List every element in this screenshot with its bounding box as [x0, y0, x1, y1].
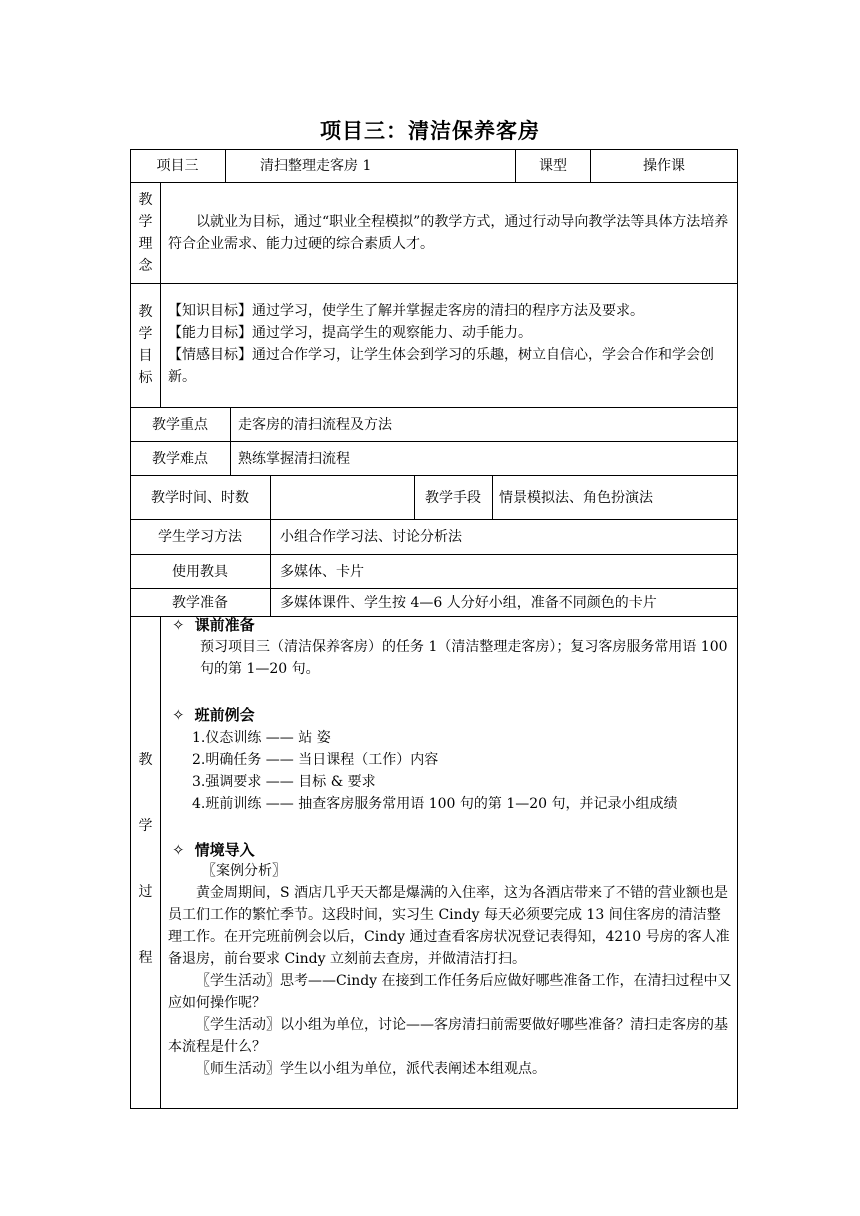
teaching-time-label: 教学时间、时数 [151, 489, 249, 506]
ability-objective: 【能力目标】通过学习，提高学生的观察能力、动手能力。 [168, 325, 532, 341]
meeting-heading: ✧ 班前例会 [172, 706, 255, 724]
pre-class-heading: ✧ 课前准备 [172, 616, 255, 634]
philosophy-label: 教 学 理 念 [138, 192, 153, 274]
meeting-item: 1.仪态训练 —— 站 姿 [192, 730, 331, 746]
course-type-value: 操作课 [643, 158, 685, 174]
student-activity-2: 〖学生活动〗以小组为单位，讨论——客房清扫前需要做好哪些准备？清扫走客房的基本流程是什么？ [168, 1017, 728, 1055]
philosophy-text: 以就业为目标，通过“职业全程模拟”的教学方式，通过行动导向教学法等具体方法培养符合企业需求、能力过硬的综合素质人才。 [168, 214, 729, 252]
project-name: 清扫整理走客房 1 [260, 158, 372, 174]
study-method-label: 学生学习方法 [158, 529, 242, 545]
emotion-objective: 【情感目标】通过合作学习，让学生体会到学习的乐趣，树立自信心，学会合作和学会创新。 [168, 347, 714, 385]
teaching-means-label: 教学手段 [425, 489, 481, 506]
pre-class-text: 预习项目三（清洁保养客房）的任务 1（清洁整理走客房）；复习客房服务常用语 100 句的第 1—20 句。 [200, 639, 728, 677]
case-text: 黄金周期间，S 酒店几乎天天都是爆满的入住率，这为各酒店带来了不错的营业额也是员工们工作的繁忙季节。这段时间，实习生 Cindy 每天必须要完成 13 间住客房的清洁整理工作。在开完班前例会以后，Cindy 通过查看客房状况登记表得知，4210 号房的客人准备退房，前台要求 Cindy 立刻前去查房，并做清洁打扫。 [168, 885, 730, 967]
knowledge-objective: 【知识目标】通过学习，使学生了解并掌握走客房的清扫的程序方法及要求。 [168, 303, 644, 319]
diamond-bullet-icon: ✧ [172, 616, 185, 634]
diamond-bullet-icon: ✧ [172, 706, 185, 724]
key-point-value: 走客房的清扫流程及方法 [238, 416, 392, 433]
lesson-plan-table [130, 149, 738, 1109]
meeting-item: 4.班前训练 —— 抽查客房服务常用语 100 句的第 1—20 句，并记录小组成绩 [192, 796, 678, 812]
teaching-tools-label: 使用教具 [172, 563, 228, 580]
objectives-list [168, 300, 731, 388]
course-type-label: 课型 [539, 158, 567, 174]
student-activity-1: 〖学生活动〗思考——Cindy 在接到工作任务后应做好哪些准备工作，在清扫过程中又应如何操作呢？ [168, 973, 732, 1011]
meeting-list [192, 727, 732, 815]
teaching-time-value [271, 476, 414, 519]
study-method-value: 小组合作学习法、讨论分析法 [280, 529, 462, 545]
project-label: 项目三 [156, 158, 199, 174]
intro-content [168, 860, 732, 1080]
meeting-item: 2.明确任务 —— 当日课程（工作）内容 [192, 752, 439, 768]
meeting-item: 3.强调要求 —— 目标 & 要求 [192, 774, 376, 790]
case-analysis-label: 〖案例分析〗 [202, 863, 286, 879]
process-label: 教 学 过 程 [138, 752, 153, 966]
teaching-tools-value: 多媒体、卡片 [280, 563, 364, 580]
key-point-label: 教学重点 [152, 416, 208, 433]
teaching-means-value: 情景模拟法、角色扮演法 [499, 489, 653, 506]
teaching-prep-value: 多媒体课件、学生按 4—6 人分好小组，准备不同颜色的卡片 [280, 594, 657, 611]
diamond-bullet-icon: ✧ [172, 841, 185, 859]
document-title: 项目三：清洁保养客房 [320, 119, 540, 143]
teaching-prep-label: 教学准备 [172, 594, 228, 611]
difficulty-label: 教学难点 [152, 450, 208, 467]
objectives-label: 教 学 目 标 [138, 304, 153, 386]
difficulty-value: 熟练掌握清扫流程 [238, 450, 350, 467]
intro-heading: ✧ 情境导入 [172, 841, 255, 859]
teacher-student-activity: 〖师生活动〗学生以小组为单位，派代表阐述本组观点。 [196, 1061, 546, 1077]
